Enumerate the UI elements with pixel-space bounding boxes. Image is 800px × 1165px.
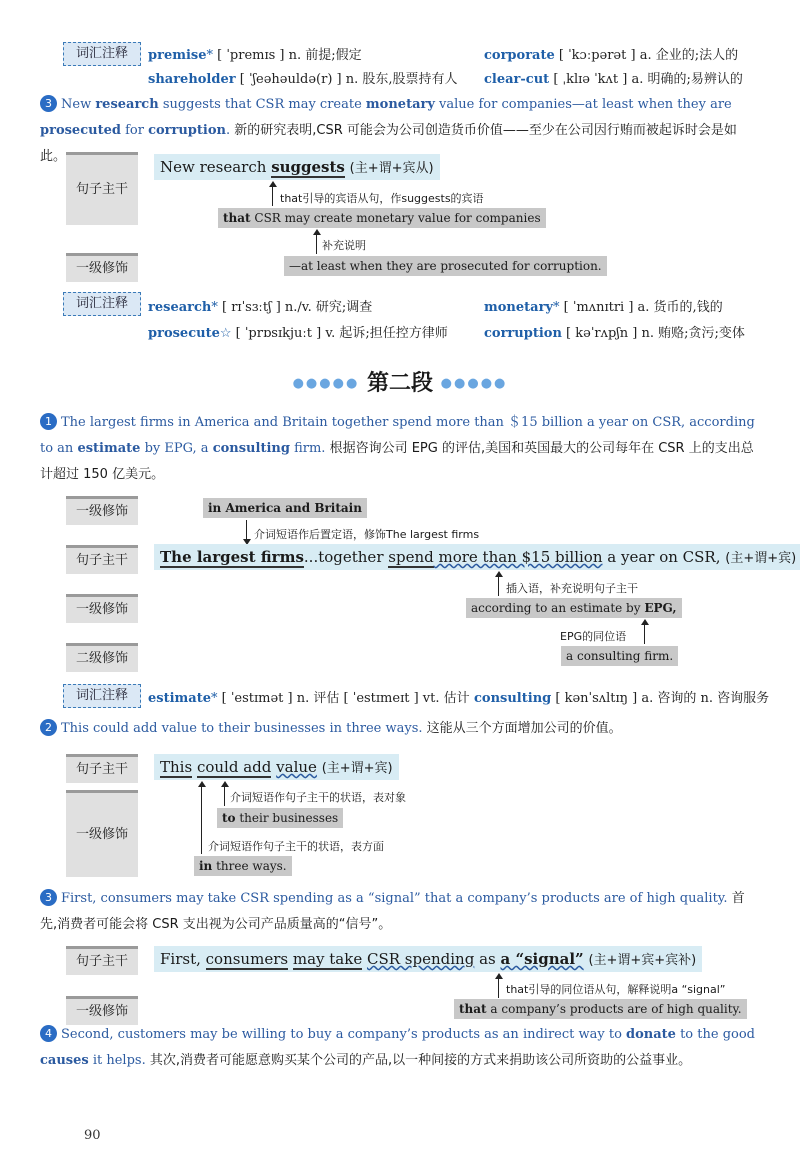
subject: This xyxy=(160,758,193,776)
vocab-entry xyxy=(148,296,372,315)
vocab-entry xyxy=(148,322,448,341)
chinese-translation: 其次,消费者可能愿意购买某个公司的产品,以一种间接的方式来捐助该公司所资助的公益事业。 xyxy=(149,1053,692,1068)
structure-tag: (主+谓+宾+宾补) xyxy=(588,953,697,968)
arrow xyxy=(201,786,202,854)
subject: The largest firms xyxy=(160,548,304,566)
text: ...together xyxy=(303,548,389,566)
arrow xyxy=(498,576,499,596)
phonetic: [ rɪˈsɜːtʃ ] xyxy=(222,300,281,315)
keyword: research xyxy=(95,97,159,112)
modifier xyxy=(217,808,343,828)
arrow xyxy=(316,234,317,254)
keyword: causes xyxy=(40,1053,89,1068)
verb: may take xyxy=(292,950,363,968)
note: EPG的同位语 xyxy=(560,630,627,643)
note: 插入语，补充说明句子主干 xyxy=(506,582,638,595)
vocab-label: 词汇注释 xyxy=(63,42,141,66)
vocab-label: 词汇注释 xyxy=(63,292,141,316)
subject: consumers xyxy=(205,950,289,968)
phonetic: [ ˌklɪə ˈkʌt ] xyxy=(553,72,628,87)
sentence-number: 3 xyxy=(40,95,57,112)
star-mark: ☆ xyxy=(219,326,232,341)
text: three ways. xyxy=(212,859,287,873)
object: more than $15 billion xyxy=(433,548,603,566)
definition: n. 股东,股票持有人 xyxy=(345,72,458,87)
phonetic: [ kənˈsʌltɪŋ ] xyxy=(555,691,638,706)
vocab-word: premise xyxy=(148,48,207,63)
sentence-4 xyxy=(40,1022,760,1074)
definition: v. 起诉;担任控方律师 xyxy=(325,326,448,341)
text: First, xyxy=(160,950,206,968)
note: that引导的宾语从句，作suggests的宾语 xyxy=(280,192,484,205)
modifier: —at least when they are prosecuted for corruption. xyxy=(284,256,607,276)
vocab-entry xyxy=(148,68,458,87)
vocab-entry xyxy=(148,687,470,706)
conjunction: that xyxy=(459,1002,487,1016)
decorative-dots: ●●●●● xyxy=(292,376,360,391)
chinese-translation: 根据咨询公司 EPG 的评估,美国和英国最大的公司每年在 CSR 上的支出总计超过 150 亿美元。 xyxy=(40,441,754,482)
text: it helps. xyxy=(88,1053,146,1068)
phonetic: [ ˈmʌnɪtri ] xyxy=(563,300,634,315)
arrow xyxy=(272,186,273,206)
phonetic: [ ˈprɒsɪkjuːt ] xyxy=(235,326,322,341)
text: in America and Britain xyxy=(208,501,362,515)
phonetic: [ ˈpremɪs ] xyxy=(217,48,285,63)
vocab-word: estimate xyxy=(148,691,211,706)
text: their businesses xyxy=(235,811,339,825)
definition: n. 评估 [ ˈestɪmeɪt ] vt. 估计 xyxy=(296,691,470,706)
modifier xyxy=(194,856,292,876)
phonetic: [ kəˈrʌpʃn ] xyxy=(566,326,638,341)
structure-tag: (主+谓+宾) xyxy=(725,551,797,566)
vocab-word: consulting xyxy=(474,691,552,706)
modifier xyxy=(203,498,367,518)
keyword: consulting xyxy=(212,441,290,456)
vocab-entry xyxy=(484,68,743,87)
clause xyxy=(218,208,546,228)
vocab-word: research xyxy=(148,300,212,315)
label-main: 句子主干 xyxy=(66,152,138,225)
vocab-label: 词汇注释 xyxy=(63,684,141,708)
definition: n. 贿赂;贪污;变体 xyxy=(641,326,745,341)
star-mark: * xyxy=(211,300,218,315)
label-mod: 一级修饰 xyxy=(66,594,138,623)
sentence-main xyxy=(154,754,399,780)
decorative-dots: ●●●●● xyxy=(440,376,508,391)
text: a company’s products are of high quality. xyxy=(486,1002,742,1016)
definition: n. 前提;假定 xyxy=(288,48,362,63)
arrow xyxy=(644,624,645,644)
verb: could add xyxy=(196,758,272,776)
sentence-number: 4 xyxy=(40,1025,57,1042)
definition: a. 明确的;易辨认的 xyxy=(631,72,743,87)
note: 补充说明 xyxy=(322,239,366,252)
text: New xyxy=(61,97,96,112)
sentence-main xyxy=(154,154,440,180)
vocab-word: corporate xyxy=(484,48,555,63)
vocab-entry xyxy=(148,44,362,63)
arrow xyxy=(246,520,247,540)
label-main: 句子主干 xyxy=(66,946,138,975)
text: New research xyxy=(160,158,272,176)
label-mod: 一级修饰 xyxy=(66,496,138,525)
keyword: prosecuted xyxy=(40,123,121,138)
text: for xyxy=(120,123,149,138)
sentence-number: 1 xyxy=(40,413,57,430)
text: to the good xyxy=(675,1027,755,1042)
label-main: 句子主干 xyxy=(66,754,138,783)
text: This could add value to their businesses in three ways. xyxy=(61,721,423,736)
preposition: to xyxy=(222,811,236,825)
vocab-word: shareholder xyxy=(148,72,236,87)
object: CSR spending xyxy=(366,950,475,968)
modifier: a consulting firm. xyxy=(561,646,678,666)
definition: a. 货币的,钱的 xyxy=(637,300,723,315)
definition: n./v. 研究;调查 xyxy=(284,300,373,315)
note: that引导的同位语从句，解释说明a “signal” xyxy=(506,983,726,996)
text: as xyxy=(474,950,501,968)
vocab-entry xyxy=(474,687,769,706)
vocab-word: prosecute xyxy=(148,326,220,341)
arrow xyxy=(498,978,499,998)
keyword: estimate xyxy=(77,441,141,456)
structure-tag: (主+谓+宾) xyxy=(321,761,393,776)
modifier xyxy=(466,598,682,618)
text: according to an estimate by xyxy=(471,601,645,615)
structure-tag: (主+谓+宾从) xyxy=(349,161,434,176)
text: firm. xyxy=(289,441,326,456)
note: 介词短语作句子主干的状语，表对象 xyxy=(230,791,406,804)
text: Second, customers may be willing to buy a company’s products as an indirect way to xyxy=(61,1027,627,1042)
text: suggests that CSR may create xyxy=(158,97,366,112)
note: 介词短语作句子主干的状语，表方面 xyxy=(208,840,384,853)
sentence-number: 2 xyxy=(40,719,57,736)
text: value for companies—at least when they are xyxy=(434,97,732,112)
modifier xyxy=(454,999,747,1019)
star-mark: * xyxy=(552,300,560,315)
object: value xyxy=(276,758,317,776)
sentence-main xyxy=(154,544,800,570)
note: 介词短语作后置定语，修饰The largest firms xyxy=(254,528,480,541)
section-title-text: 第二段 xyxy=(366,371,433,396)
chinese-translation: 这能从三个方面增加公司的价值。 xyxy=(426,721,622,736)
verb: suggests xyxy=(271,158,345,176)
sentence-1 xyxy=(40,410,760,488)
verb: spend xyxy=(388,548,434,566)
preposition: in xyxy=(199,859,213,873)
phonetic: [ ˈʃeəhəuldə(r) ] xyxy=(239,72,342,87)
label-mod2: 二级修饰 xyxy=(66,643,138,672)
text: The largest firms in America and Britain together spend more than ＄15 billion a year on CSR, according to an xyxy=(40,415,755,456)
text: by EPG, a xyxy=(140,441,213,456)
section-title xyxy=(0,366,800,397)
sentence-number: 3 xyxy=(40,889,57,906)
page-number: 90 xyxy=(84,1128,101,1143)
vocab-word: monetary xyxy=(484,300,553,315)
vocab-word: clear-cut xyxy=(484,72,550,87)
vocab-word: corruption xyxy=(484,326,562,341)
text: a year on CSR, xyxy=(602,548,721,566)
chinese-translation: 首先,消费者可能会将 CSR 支出视为公司产品质量高的“信号”。 xyxy=(40,891,745,932)
phonetic: [ ˈkɔːpərət ] xyxy=(558,48,636,63)
label-mod: 一级修饰 xyxy=(66,253,138,282)
arrow xyxy=(224,786,225,806)
vocab-entry xyxy=(484,296,723,315)
label-mod: 一级修饰 xyxy=(66,996,138,1025)
text: EPG, xyxy=(644,601,677,615)
sentence-main xyxy=(154,946,702,972)
text: CSR may create monetary value for companies xyxy=(250,211,541,225)
keyword: monetary xyxy=(365,97,435,112)
label-main: 句子主干 xyxy=(66,545,138,574)
keyword: corruption xyxy=(148,123,226,138)
text: . xyxy=(225,123,231,138)
label-mod: 一级修饰 xyxy=(66,790,138,877)
keyword: donate xyxy=(626,1027,676,1042)
conjunction: that xyxy=(223,211,251,225)
text: First, consumers may take CSR spending as a “signal” that a company’s products are of high quality. xyxy=(61,891,728,906)
phonetic: [ ˈestɪmət ] xyxy=(221,691,293,706)
complement: a “signal” xyxy=(500,950,584,968)
star-mark: * xyxy=(206,48,213,63)
vocab-entry xyxy=(484,322,745,341)
vocab-entry xyxy=(484,44,738,63)
star-mark: * xyxy=(211,691,218,706)
sentence-2 xyxy=(40,716,760,742)
definition: a. 咨询的 n. 咨询服务 xyxy=(641,691,770,706)
sentence-3b xyxy=(40,886,760,938)
definition: a. 企业的;法人的 xyxy=(639,48,739,63)
chinese-translation: 新的研究表明,CSR 可能会为公司创造货币价值——至少在公司因行贿而被起诉时会是如此。 xyxy=(40,123,737,164)
